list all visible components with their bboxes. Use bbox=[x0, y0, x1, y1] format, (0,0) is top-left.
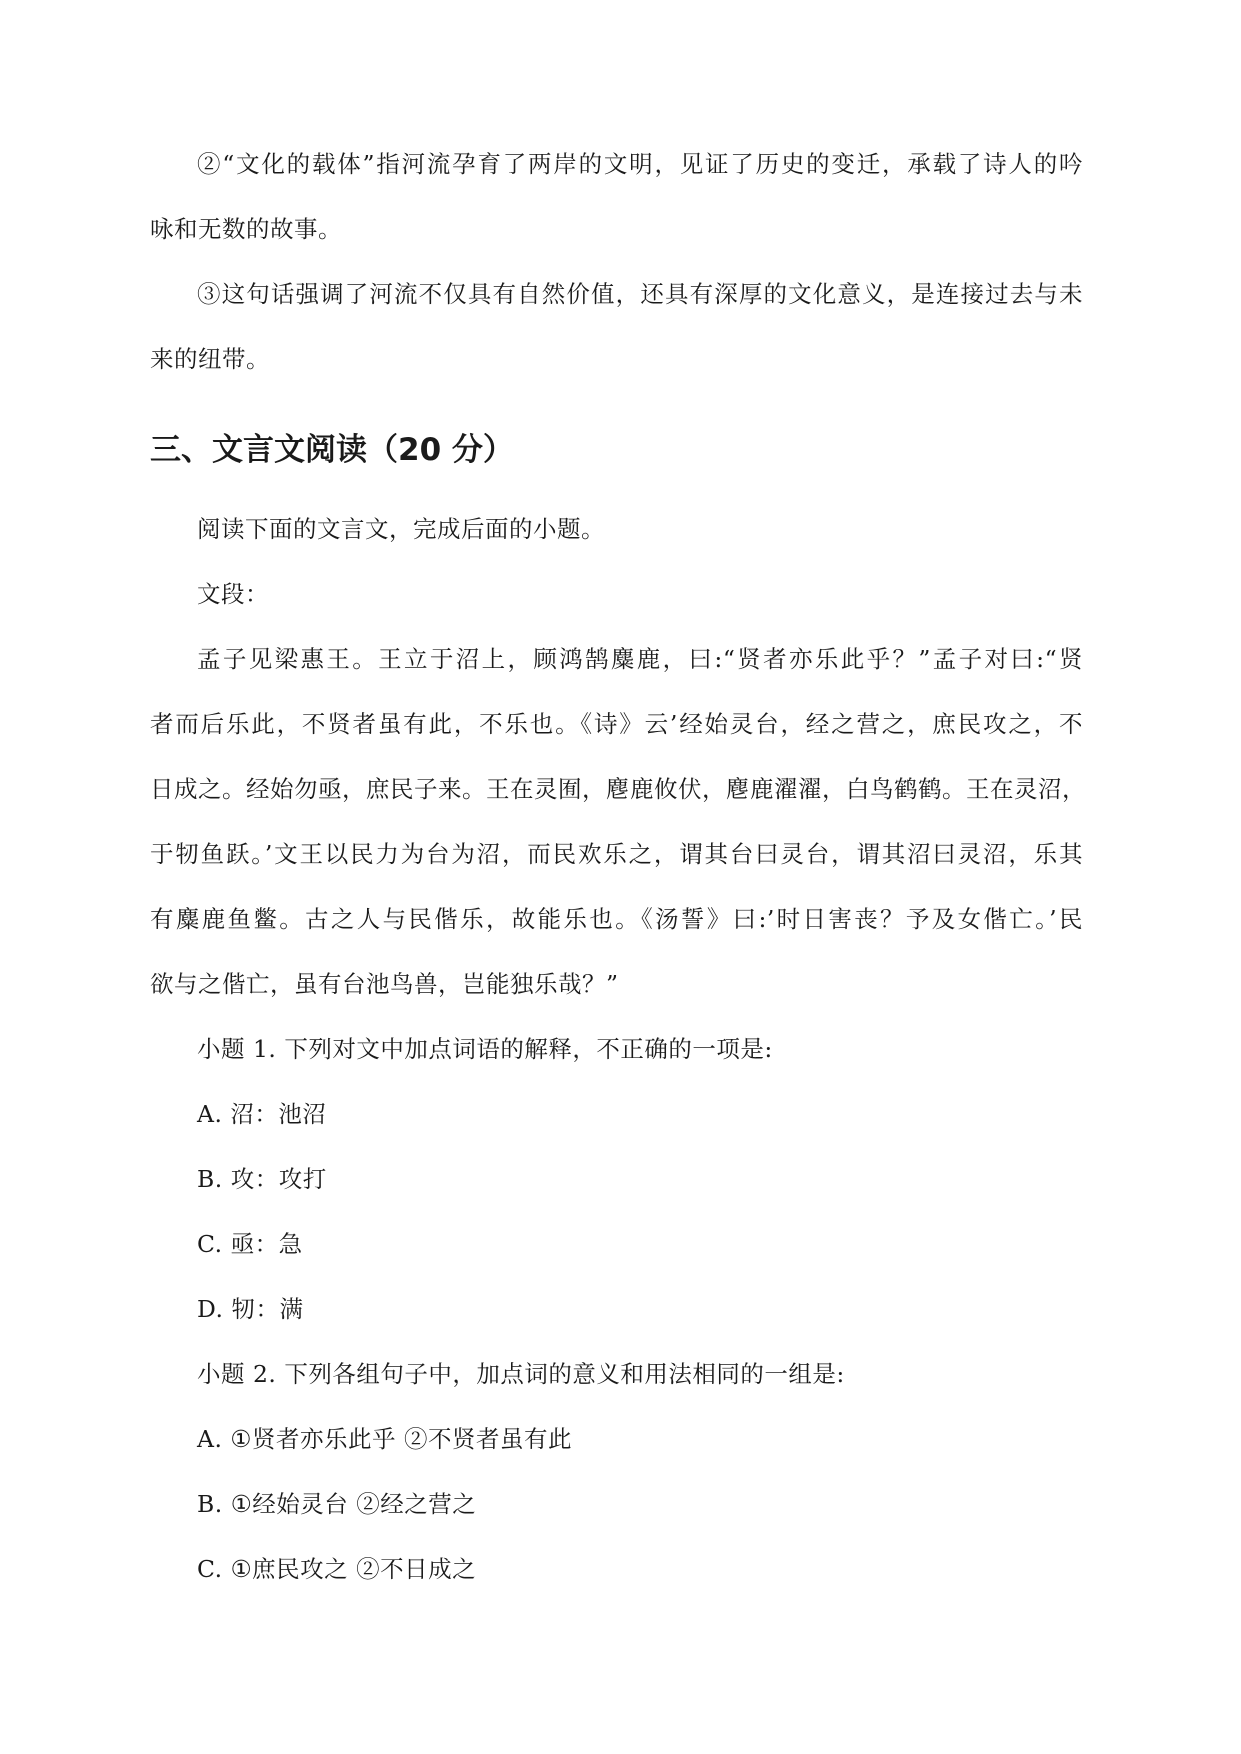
answer-point-2-line-2: 咏和无数的故事。 bbox=[150, 215, 342, 243]
question-2-option-b: B. ①经始灵台 ②经之营之 bbox=[197, 1490, 477, 1518]
passage-label: 文段： bbox=[197, 580, 269, 608]
passage-line: 日成之。经始勿亟，庶民子来。王在灵囿，麀鹿攸伏，麀鹿濯濯，白鸟鹤鹤。王在灵沼， bbox=[150, 775, 1086, 803]
passage-line: 孟子见梁惠王。王立于沼上，顾鸿鹄麋鹿，曰:“贤者亦乐此乎？”孟子对曰:“贤 bbox=[197, 645, 1083, 673]
instruction-text: 阅读下面的文言文，完成后面的小题。 bbox=[197, 515, 605, 543]
passage-line: 于牣鱼跃。’文王以民力为台为沼，而民欢乐之，谓其台曰灵台，谓其沼曰灵沼，乐其 bbox=[150, 840, 1083, 868]
answer-point-2-line-1: ②“文化的载体”指河流孕育了两岸的文明，见证了历史的变迁，承载了诗人的吟 bbox=[197, 150, 1083, 178]
passage-line: 有麋鹿鱼鳖。古之人与民偕乐，故能乐也。《汤誓》曰:’时日害丧？予及女偕亡。’民 bbox=[150, 905, 1083, 933]
question-1-option-c: C. 亟：急 bbox=[197, 1230, 303, 1258]
question-2-stem: 小题 2. 下列各组句子中，加点词的意义和用法相同的一组是: bbox=[197, 1360, 845, 1388]
answer-point-3-line-2: 来的纽带。 bbox=[150, 345, 270, 373]
passage-line: 欲与之偕亡，虽有台池鸟兽，岂能独乐哉？” bbox=[150, 970, 619, 998]
passage-line: 者而后乐此，不贤者虽有此，不乐也。《诗》云’经始灵台，经之营之，庶民攻之，不 bbox=[150, 710, 1083, 738]
question-2-option-a: A. ①贤者亦乐此乎 ②不贤者虽有此 bbox=[197, 1425, 572, 1453]
question-1-option-d: D. 牣：满 bbox=[197, 1295, 304, 1323]
answer-point-3-line-1: ③这句话强调了河流不仅具有自然价值，还具有深厚的文化意义，是连接过去与未 bbox=[197, 280, 1083, 308]
question-1-option-b: B. 攻：攻打 bbox=[197, 1165, 327, 1193]
question-1-option-a: A. 沼：池沼 bbox=[197, 1100, 327, 1128]
question-2-option-c: C. ①庶民攻之 ②不日成之 bbox=[197, 1555, 477, 1583]
section-heading: 三、文言文阅读（20 分） bbox=[150, 432, 514, 468]
question-1-stem: 小题 1. 下列对文中加点词语的解释，不正确的一项是: bbox=[197, 1035, 773, 1063]
